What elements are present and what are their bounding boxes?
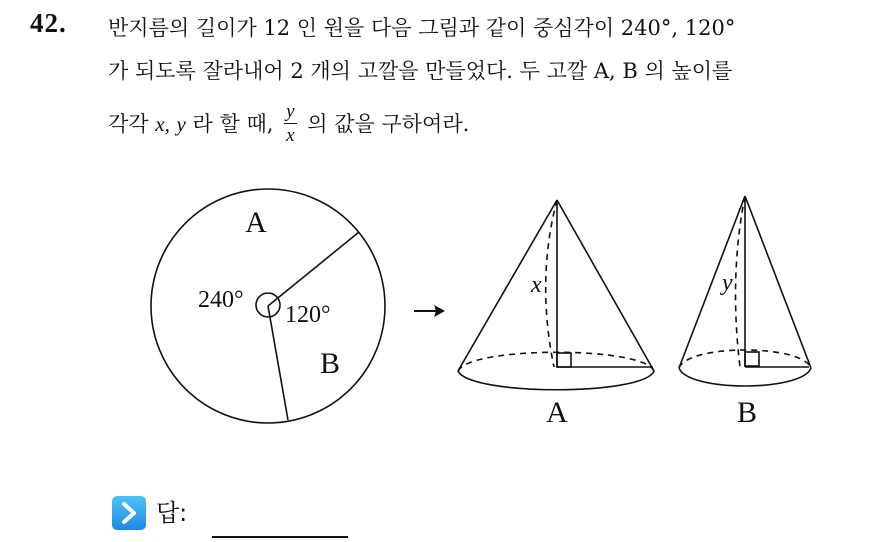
cone-b-right-angle (745, 352, 759, 366)
cone-a-right-angle (557, 353, 571, 367)
cone-a-base-back (458, 352, 654, 371)
fraction-numerator: y (286, 101, 295, 122)
cone-b-base-front (679, 368, 811, 386)
variable-x: x, (155, 112, 170, 136)
question-line-1: 반지름의 길이가 12 인 원을 다음 그림과 같이 중심각이 240°, 120° (108, 16, 736, 40)
cone-b-label: B (736, 396, 758, 429)
question-number: 42. (30, 8, 67, 38)
cone-b-slant-left (679, 196, 745, 368)
cone-b (679, 196, 811, 386)
cone-b-slant-right (745, 196, 811, 368)
radius-line-upper (268, 232, 359, 306)
chevron-right-icon (112, 496, 146, 530)
question-line-2: 가 되도록 잘라내어 2 개의 고깔을 만들었다. 두 고깔 A, B 의 높이를 (108, 59, 733, 83)
circle-label-b: B (319, 347, 341, 380)
cone-b-hidden-slant (736, 196, 745, 367)
line3-suffix: 의 값을 구하여라. (307, 112, 470, 136)
cone-a-slant-left (458, 200, 557, 371)
fraction-denominator: x (286, 125, 295, 146)
angle-label-120: 120° (285, 302, 331, 328)
cone-a-hidden-slant (546, 200, 557, 367)
cone-a-height-label: x (531, 272, 542, 298)
answer-label: 답: (156, 499, 188, 527)
cone-b-height-label: y (722, 270, 733, 296)
cone-a-label: A (546, 396, 568, 429)
cone-a-base-front (458, 371, 654, 390)
answer-blank-line[interactable] (212, 536, 348, 538)
angle-label-240: 240° (198, 287, 244, 313)
variable-y: y (176, 112, 186, 136)
line3-prefix: 각각 (108, 112, 149, 136)
cone-a-slant-right (557, 200, 654, 371)
circle-label-a: A (245, 206, 267, 239)
cone-a (458, 200, 654, 390)
line3-mid: 라 할 때, (192, 112, 274, 136)
